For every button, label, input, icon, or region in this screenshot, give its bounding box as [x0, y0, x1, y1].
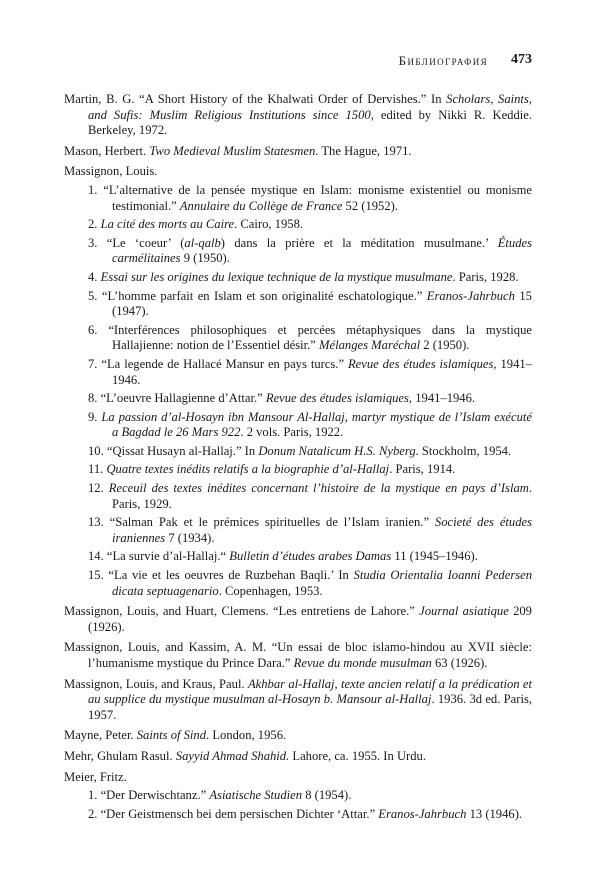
sub-entry: 1. “L’alternative de la pensée mystique en Islam: monisme existentiel ou monisme testimonial.” Annulaire du Collège de France 52 (1952). — [88, 182, 532, 213]
sub-entry: 14. “La survie d’al-Hallaj.“ Bulletin d’études arabes Damas 11 (1945–1946). — [88, 549, 478, 564]
sub-entry: 2. “Der Geistmensch bei dem persischen Dichter ‘Attar.” Eranos-Jahrbuch 13 (1946). — [88, 806, 523, 821]
bib-entry: Massignon, Louis, and Kraus, Paul. Akhbar al-Hallaj, texte ancien relatif a la prédication et au supplice du mystique musulman al-Hosayn b. Mansour al-Hallaj. 1936. 3d ed. Paris, 1957. — [64, 676, 532, 722]
sub-entry: 9. La passion d’al-Hosayn ibn Mansour Al-Hallaj, martyr mystique de l’Islam exécuté a Bagdad le 26 Mars 922. 2 vols. Paris, 1922. — [88, 409, 532, 440]
bib-entry: Massignon, Louis, and Kassim, A. M. “Un essai de bloc islamo-hindou au XVII siècle: l’humanisme mystique du Prince Dara.” Revue du monde musulman 63 (1926). — [64, 640, 532, 670]
bib-entry: Mehr, Ghulam Rasul. Sayyid Ahmad Shahid. Lahore, ca. 1955. In Urdu. — [64, 748, 426, 763]
page-number: 473 — [511, 52, 532, 67]
sub-entry: 8. “L’oeuvre Hallagienne d’Attar.” Revue des études islamiques, 1941–1946. — [88, 391, 476, 406]
sub-entry: 3. “Le ‘coeur’ (al-qalb) dans la prière et la méditation musulmane.’ Études carmélitaines 9 (1950). — [88, 235, 532, 266]
bib-entry: Mason, Herbert. Two Medieval Muslim Statesmen. The Hague, 1971. — [64, 143, 412, 158]
sub-entry: 12. Receuil des textes inédites concernant l’histoire de la mystique en pays d’Islam. Paris, 1929. — [88, 481, 532, 511]
author-heading: Massignon, Louis. — [64, 164, 158, 179]
bib-entry: Mayne, Peter. Saints of Sind. London, 1956. — [64, 728, 287, 743]
sub-entry: 5. “L’homme parfait en Islam et son originalité eschatologique.” Eranos-Jahrbuch 15 (1947). — [88, 288, 532, 319]
sub-entry: 4. Essai sur les origines du lexique technique de la mystique musulmane. Paris, 1928. — [88, 269, 519, 284]
massignon-group — [64, 164, 532, 599]
bib-entry: Massignon, Louis, and Huart, Clemens. “Les entretiens de Lahore.” Journal asiatique 209 (1926). — [64, 604, 532, 634]
sub-entry: 11. Quatre textes inédits relatifs a la biographie d’al-Hallaj. Paris, 1914. — [88, 462, 456, 477]
bibliography — [64, 92, 532, 827]
sub-entry: 7. “La legende de Hallacé Mansur en pays turcs.” Revue des études islamiques, 1941–1946. — [88, 356, 532, 387]
author-heading: Meier, Fritz. — [64, 769, 127, 784]
sub-entry: 10. “Qissat Husayn al-Hallaj.” In Donum Natalicum H.S. Nyberg. Stockholm, 1954. — [88, 443, 512, 458]
sub-entry: 2. La cité des morts au Caire. Cairo, 1958. — [88, 217, 304, 232]
bib-entry: Martin, B. G. “A Short History of the Khalwati Order of Dervishes.” In Scholars, Saints, and Sufis: Muslim Religious Institutions since 1500, edited by Nikki R. Keddie. Berkeley, 1972. — [64, 92, 532, 138]
running-head: Библиография — [398, 53, 488, 68]
sub-entry: 6. “Interférences philosophiques et percées métaphysiques dans la mystique Hallajienne: notion de l’Essentiel désir.” Mélanges Maréchal 2 (1950). — [88, 322, 532, 353]
sub-entry: 1. “Der Derwischtanz.” Asiatische Studien 8 (1954). — [88, 788, 352, 803]
meier-group — [64, 770, 532, 823]
page-header — [64, 53, 532, 73]
sub-entry: 15. “La vie et les oeuvres de Ruzbehan Baqli.’ In Studia Orientalia Ioanni Pedersen dicata septuagenario. Copenhagen, 1953. — [88, 568, 533, 598]
sub-entry: 13. “Salman Pak et le prémices spirituelles de l’Islam iranien.” Societé des études iraniennes 7 (1934). — [88, 515, 532, 545]
